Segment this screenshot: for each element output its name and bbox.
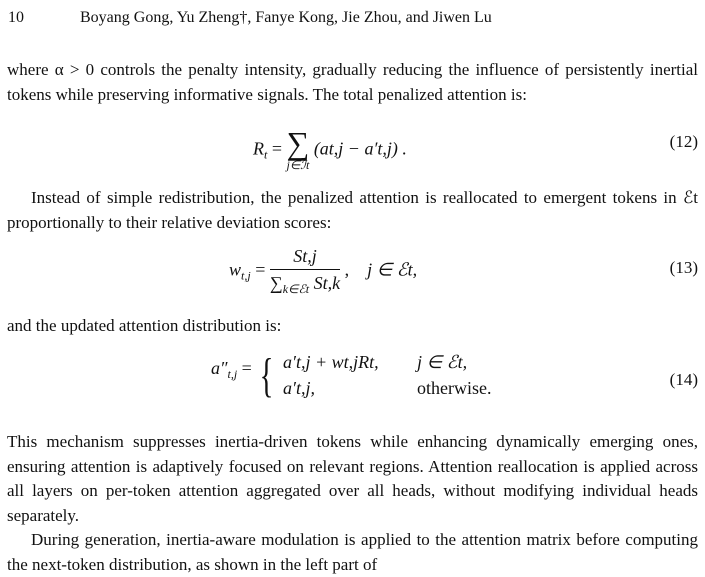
- equation-13: [7, 246, 698, 302]
- equation-number-14: (14): [669, 370, 698, 389]
- equation-14-lhs: $a''_{t,j}$ =: [211, 358, 252, 381]
- equation-number-12: (12): [669, 132, 698, 151]
- equation-14-case2: a′t,j,: [283, 378, 315, 398]
- paragraph-penalty: where α > 0 controls the penalty intensity, gradually reducing the influence of persistently inertial tokens while preserving informative signals. The total penalized attention is:: [7, 60, 698, 104]
- equation-14-cond1: j ∈ ℰt,: [417, 352, 468, 372]
- page-number: 10: [8, 9, 24, 26]
- equation-number-13: (13): [669, 258, 698, 277]
- equation-14-case1: a′t,j + wt,jRt,: [283, 352, 379, 372]
- paragraph-generation: During generation, inertia-aware modulation is applied to the attention matrix before computing the next-token distribution, as shown in the left part of: [7, 530, 698, 574]
- equation-12: [7, 125, 698, 182]
- equation-14: [7, 349, 698, 416]
- running-header: [8, 6, 697, 30]
- equation-14-cond2: otherwise.: [417, 378, 492, 398]
- paragraph-updated-distribution: and the updated attention distribution is:: [7, 316, 282, 335]
- equation-12-body: $R_t$ = ∑ j∈ℐt (at,j − a′t,j) .: [253, 125, 407, 172]
- equation-13-body: $w_{t,j}$ = $\frac{St,j}{\sum_{k\in ℰt} St,k}$ , j ∈ ℰt,: [229, 246, 418, 296]
- author-list: Boyang Gong, Yu Zheng†, Fanye Kong, Jie Zhou, and Jiwen Lu: [80, 9, 492, 26]
- paragraph-mechanism: This mechanism suppresses inertia-driven tokens while enhancing dynamically emerging ones, ensuring attention is adaptively focused on relevant regions. Attention reallocation is applied across all layers on per-token attention aggregated over all heads, without modifying individual heads separately.: [7, 432, 698, 525]
- cases-brace: {: [259, 349, 274, 402]
- paragraph-reallocation: Instead of simple redistribution, the penalized attention is reallocated to emergent tokens in ℰt proportionally to their relative deviation scores:: [7, 188, 698, 232]
